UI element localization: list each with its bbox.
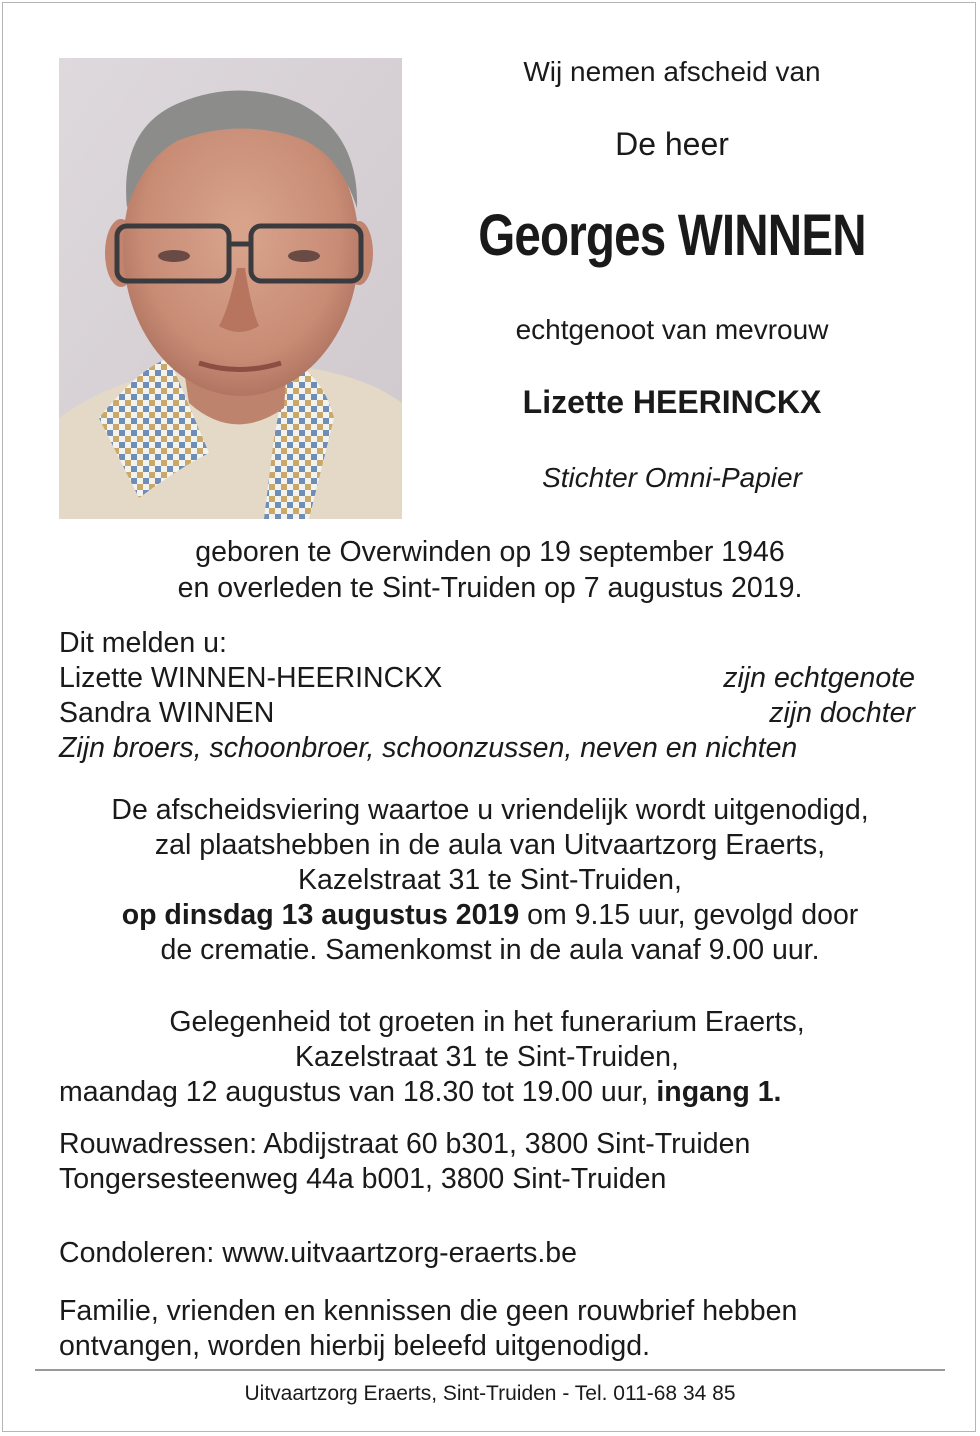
visitation-time: maandag 12 augustus van 18.30 tot 19.00 uur, [59, 1076, 657, 1108]
ceremony-line: zal plaatshebben in de aula van Uitvaartzorg Eraerts, [154, 829, 826, 861]
ceremony-line: de crematie. Samenkomst in de aula vanaf 9.00 uur. [160, 934, 820, 966]
closing-line: Familie, vrienden en kennissen die geen rouwbrief hebben [59, 1295, 798, 1327]
deceased-title: Stichter Omni-Papier [542, 462, 802, 493]
relative-name: Sandra WINNEN [59, 697, 275, 729]
ceremony-date-line [0, 898, 980, 933]
closing-line: ontvangen, worden hierbij beleefd uitgenodigd. [59, 1330, 651, 1362]
intro-text: Wij nemen afscheid van [523, 56, 821, 87]
visitation-entrance: ingang 1. [656, 1076, 782, 1108]
visitation-time-line [59, 1075, 915, 1110]
salutation: De heer [615, 126, 729, 162]
relative-relation: zijn dochter [769, 697, 915, 729]
visitation-line: Kazelstraat 31 te Sint-Truiden, [295, 1041, 679, 1073]
closing-note [59, 1294, 797, 1364]
address-line: Rouwadressen: Abdijstraat 60 b301, 3800 Sint-Truiden [59, 1128, 751, 1160]
footer-contact: Uitvaartzorg Eraerts, Sint-Truiden - Tel. 011-68 34 85 [244, 1382, 736, 1405]
life-dates [0, 534, 980, 606]
announcement [59, 626, 915, 766]
ceremony-time: om 9.15 uur, gevolgd door [519, 899, 859, 931]
ceremony-line: Kazelstraat 31 te Sint-Truiden, [298, 864, 682, 896]
condolences-link: Condoleren: www.uitvaartzorg-eraerts.be [59, 1237, 577, 1269]
death-line: en overleden te Sint-Truiden op 7 augustus 2019. [177, 572, 803, 604]
relative-row [59, 696, 915, 731]
deceased-name: Georges WINNEN [478, 203, 866, 268]
footer-divider [35, 1369, 945, 1371]
visitation-line: Gelegenheid tot groeten in het funerarium Eraerts, [169, 1006, 805, 1038]
relative-name: Lizette WINNEN-HEERINCKX [59, 662, 443, 694]
ceremony-date: op dinsdag 13 augustus 2019 [121, 899, 520, 931]
announcement-intro: Dit melden u: [59, 627, 227, 659]
ceremony-info [0, 793, 980, 968]
birth-line: geboren te Overwinden op 19 september 1946 [195, 536, 785, 568]
spouse-intro: echtgenoot van mevrouw [515, 314, 829, 345]
portrait-photo [59, 58, 402, 519]
visitation-info [59, 1005, 915, 1110]
spouse-name: Lizette HEERINCKX [522, 384, 822, 420]
mourning-addresses [59, 1127, 750, 1197]
address-line: Tongersesteenweg 44a b001, 3800 Sint-Truiden [59, 1163, 667, 1195]
other-relatives: Zijn broers, schoonbroer, schoonzussen, neven en nichten [59, 732, 798, 764]
relative-row [59, 661, 915, 696]
ceremony-line: De afscheidsviering waartoe u vriendelijk wordt uitgenodigd, [111, 794, 869, 826]
relative-relation: zijn echtgenote [723, 662, 915, 694]
